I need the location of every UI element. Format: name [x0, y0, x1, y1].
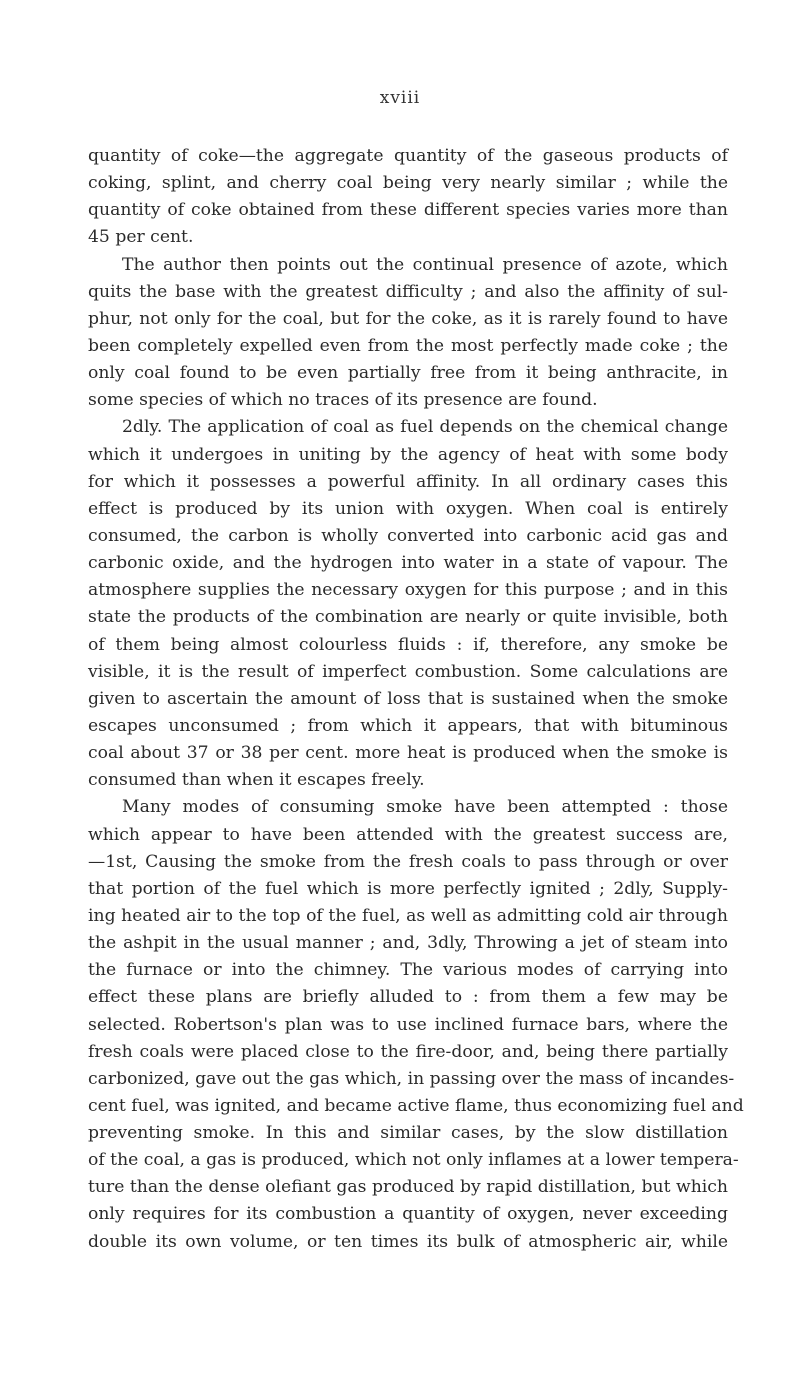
text-line: that portion of the fuel which is more perfectly ignited ; 2dly, Supply- [88, 878, 728, 899]
text-line: fresh coals were placed close to the fire-door, and, being there partially [88, 1041, 728, 1062]
text-line: Many modes of consuming smoke have been attempted : those [122, 797, 728, 818]
text-line: double its own volume, or ten times its bulk of atmospheric air, while [88, 1231, 728, 1252]
text-line: 45 per cent. [88, 227, 194, 248]
text-line: only coal found to be even partially free from it being anthracite, in [88, 363, 728, 384]
text-line: escapes unconsumed ; from which it appears, that with bituminous [88, 715, 728, 736]
text-line: been completely expelled even from the most perfectly made coke ; the [88, 335, 728, 356]
text-line: ture than the dense olefiant gas produced by rapid distillation, but which [88, 1177, 728, 1198]
text-line: coking, splint, and cherry coal being very nearly similar ; while the [88, 173, 728, 194]
text-line: consumed, the carbon is wholly converted into carbonic acid gas and [88, 525, 728, 546]
text-line: effect is produced by its union with oxygen. When coal is entirely [88, 498, 728, 519]
text-line: 2dly. The application of coal as fuel depends on the chemical change [122, 417, 728, 438]
text-line: selected. Robertson's plan was to use inclined furnace bars, where the [88, 1014, 728, 1035]
text-line: only requires for its combustion a quantity of oxygen, never exceeding [88, 1204, 728, 1225]
text-line: consumed than when it escapes freely. [88, 770, 425, 791]
text-line: of the coal, a gas is produced, which not only inflames at a lower tempera- [88, 1150, 739, 1171]
text-line: effect these plans are briefly alluded to : from them a few may be [88, 987, 728, 1008]
text-line: quantity of coke obtained from these different species varies more than [88, 200, 728, 221]
text-line: the ashpit in the usual manner ; and, 3dly, Throwing a jet of steam into [88, 933, 728, 954]
text-line: of them being almost colourless fluids : if, therefore, any smoke be [88, 634, 728, 655]
text-line: quits the base with the greatest difficulty ; and also the affinity of sul- [88, 281, 728, 302]
text-line: —1st, Causing the smoke from the fresh coals to pass through or over [88, 851, 728, 872]
text-line: which it undergoes in uniting by the agency of heat with some body [88, 444, 728, 465]
text-line: carbonic oxide, and the hydrogen into water in a state of vapour. The [88, 553, 728, 574]
text-line: the furnace or into the chimney. The various modes of carrying into [88, 960, 728, 981]
text-line: cent fuel, was ignited, and became active flame, thus economizing fuel and [88, 1095, 744, 1116]
text-line: The author then points out the continual presence of azote, which [122, 254, 728, 275]
text-line: ing heated air to the top of the fuel, as well as admitting cold air through [88, 905, 728, 926]
body-text [88, 143, 744, 1256]
text-line: for which it possesses a powerful affinity. In all ordinary cases this [88, 471, 728, 492]
text-line: preventing smoke. In this and similar cases, by the slow distillation [88, 1123, 728, 1144]
page-number: xviii [379, 88, 421, 108]
text-line: quantity of coke—the aggregate quantity of the gaseous products of [88, 146, 728, 166]
text-line: visible, it is the result of imperfect combustion. Some calculations are [88, 661, 728, 682]
text-line: which appear to have been attended with the greatest success are, [88, 824, 728, 845]
text-line: coal about 37 or 38 per cent. more heat is produced when the smoke is [88, 743, 728, 764]
text-line: phur, not only for the coal, but for the coke, as it is rarely found to have [88, 308, 728, 329]
text-line: given to ascertain the amount of loss that is sustained when the smoke [88, 688, 728, 709]
text-line: some species of which no traces of its presence are found. [88, 390, 598, 411]
text-line: atmosphere supplies the necessary oxygen for this purpose ; and in this [88, 580, 728, 601]
text-line: carbonized, gave out the gas which, in passing over the mass of incandes- [88, 1068, 735, 1089]
text-line: state the products of the combination are nearly or quite invisible, both [88, 607, 728, 628]
